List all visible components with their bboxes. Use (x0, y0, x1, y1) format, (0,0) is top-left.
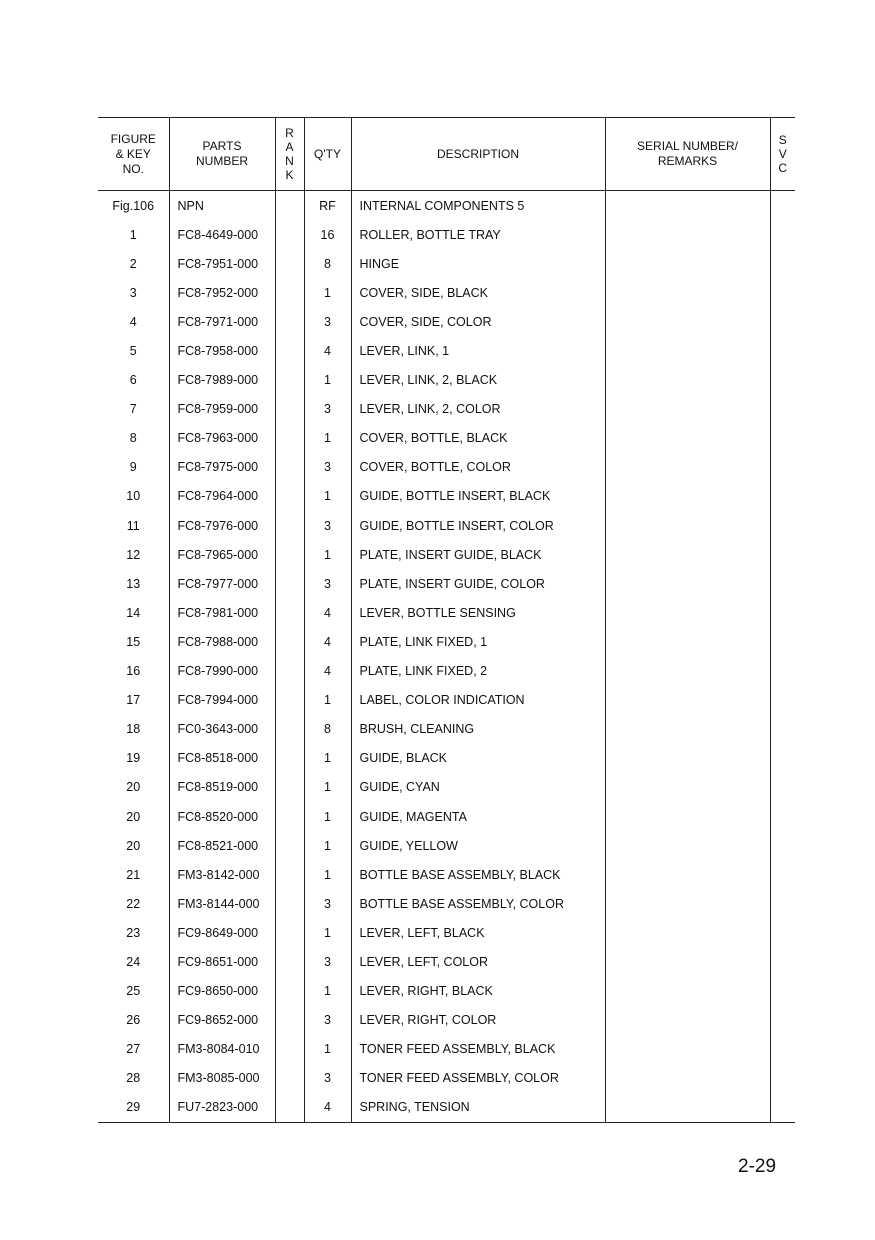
part-number-cell: FC8-8518-000 (169, 744, 275, 773)
description-cell: PLATE, INSERT GUIDE, BLACK (351, 540, 605, 569)
part-number-cell: FC8-7963-000 (169, 424, 275, 453)
table-row (98, 773, 795, 802)
table-row (98, 889, 795, 918)
part-number-cell: FM3-8084-010 (169, 1035, 275, 1064)
remarks-cell (605, 947, 770, 976)
rank-cell (275, 686, 304, 715)
remarks-cell (605, 249, 770, 278)
rank-cell (275, 598, 304, 627)
description-cell: INTERNAL COMPONENTS 5 (351, 191, 605, 221)
description-cell: GUIDE, BOTTLE INSERT, BLACK (351, 482, 605, 511)
description-cell: GUIDE, CYAN (351, 773, 605, 802)
remarks-cell (605, 977, 770, 1006)
figure-key-cell: Fig.106 (112, 198, 155, 213)
figure-key-cell: 6 (129, 373, 137, 388)
description-cell: BOTTLE BASE ASSEMBLY, COLOR (351, 889, 605, 918)
table-row (98, 1093, 795, 1123)
part-number-cell: FC8-7981-000 (169, 598, 275, 627)
description-cell: COVER, SIDE, BLACK (351, 278, 605, 307)
quantity-cell: 4 (304, 627, 351, 656)
svc-cell (770, 1035, 795, 1064)
remarks-cell (605, 395, 770, 424)
figure-key-cell: 4 (129, 314, 137, 329)
header-parts-line: PARTS (202, 139, 242, 153)
part-number-cell: NPN (169, 191, 275, 221)
remarks-cell (605, 278, 770, 307)
svc-cell (770, 249, 795, 278)
rank-cell (275, 482, 304, 511)
remarks-cell (605, 1035, 770, 1064)
description-cell: TONER FEED ASSEMBLY, BLACK (351, 1035, 605, 1064)
quantity-cell: 8 (304, 715, 351, 744)
quantity-cell: 1 (304, 773, 351, 802)
rank-cell (275, 1093, 304, 1123)
table-header (98, 118, 795, 191)
part-number-cell: FC8-7971-000 (169, 307, 275, 336)
rank-cell (275, 977, 304, 1006)
figure-key-cell: 10 (126, 489, 141, 504)
part-number-cell: FM3-8085-000 (169, 1064, 275, 1093)
figure-key-cell: 17 (126, 693, 141, 708)
remarks-cell (605, 715, 770, 744)
quantity-cell: 1 (304, 977, 351, 1006)
quantity-cell: 4 (304, 1093, 351, 1123)
svc-cell (770, 773, 795, 802)
figure-key-cell: 16 (126, 664, 141, 679)
quantity-cell: 1 (304, 540, 351, 569)
description-cell: PLATE, LINK FIXED, 2 (351, 657, 605, 686)
remarks-cell (605, 366, 770, 395)
rank-cell (275, 860, 304, 889)
part-number-cell: FC9-8649-000 (169, 918, 275, 947)
part-number-cell: FM3-8142-000 (169, 860, 275, 889)
description-cell: LEVER, LINK, 2, BLACK (351, 366, 605, 395)
description-cell: COVER, BOTTLE, COLOR (351, 453, 605, 482)
figure-key-cell: 3 (129, 285, 137, 300)
quantity-cell: 1 (304, 831, 351, 860)
table-row (98, 686, 795, 715)
table-row (98, 249, 795, 278)
figure-key-cell: 20 (126, 838, 141, 853)
remarks-cell (605, 220, 770, 249)
quantity-cell: 1 (304, 860, 351, 889)
rank-cell (275, 918, 304, 947)
figure-key-cell: 26 (126, 1013, 141, 1028)
rank-cell (275, 889, 304, 918)
remarks-cell (605, 598, 770, 627)
figure-key-cell: 5 (129, 344, 137, 359)
table-row (98, 482, 795, 511)
figure-key-cell: 23 (126, 925, 141, 940)
svc-cell (770, 918, 795, 947)
figure-key-cell: 14 (126, 605, 141, 620)
header-figure-line: NO. (122, 161, 144, 176)
rank-cell (275, 627, 304, 656)
header-svc-letter: C (778, 161, 788, 175)
table-row (98, 511, 795, 540)
svc-cell (770, 657, 795, 686)
quantity-cell: 4 (304, 336, 351, 365)
rank-cell (275, 191, 304, 221)
remarks-cell (605, 307, 770, 336)
description-cell: LEVER, LEFT, COLOR (351, 947, 605, 976)
rank-cell (275, 715, 304, 744)
remarks-cell (605, 540, 770, 569)
rank-cell (275, 1064, 304, 1093)
remarks-cell (605, 686, 770, 715)
svc-cell (770, 453, 795, 482)
quantity-cell: RF (304, 191, 351, 221)
header-serial-remarks (605, 118, 770, 191)
part-number-cell: FC8-7964-000 (169, 482, 275, 511)
quantity-cell: 3 (304, 889, 351, 918)
rank-cell (275, 278, 304, 307)
svc-cell (770, 336, 795, 365)
part-number-cell: FC8-8521-000 (169, 831, 275, 860)
quantity-cell: 16 (304, 220, 351, 249)
figure-key-cell: 7 (129, 402, 137, 417)
svc-cell (770, 569, 795, 598)
quantity-cell: 3 (304, 395, 351, 424)
figure-key-cell: 27 (126, 1042, 141, 1057)
description-cell: BOTTLE BASE ASSEMBLY, BLACK (351, 860, 605, 889)
description-cell: PLATE, INSERT GUIDE, COLOR (351, 569, 605, 598)
table-row (98, 220, 795, 249)
description-cell: GUIDE, MAGENTA (351, 802, 605, 831)
quantity-cell: 1 (304, 686, 351, 715)
part-number-cell: FC0-3643-000 (169, 715, 275, 744)
table-row (98, 366, 795, 395)
quantity-cell: 4 (304, 598, 351, 627)
quantity-cell: 8 (304, 249, 351, 278)
remarks-cell (605, 744, 770, 773)
quantity-cell: 3 (304, 1064, 351, 1093)
remarks-cell (605, 802, 770, 831)
svc-cell (770, 947, 795, 976)
svc-cell (770, 307, 795, 336)
rank-cell (275, 336, 304, 365)
table-row (98, 395, 795, 424)
svc-cell (770, 395, 795, 424)
page-number: 2-29 (738, 1156, 777, 1177)
rank-cell (275, 540, 304, 569)
figure-key-cell: 22 (126, 896, 141, 911)
svc-cell (770, 278, 795, 307)
remarks-cell (605, 1093, 770, 1123)
svc-cell (770, 831, 795, 860)
figure-key-cell: 2 (129, 256, 137, 271)
figure-key-cell: 11 (126, 518, 140, 533)
quantity-cell: 1 (304, 366, 351, 395)
svc-cell (770, 540, 795, 569)
description-cell: PLATE, LINK FIXED, 1 (351, 627, 605, 656)
header-figure-line: & KEY (115, 146, 151, 161)
part-number-cell: FC8-7976-000 (169, 511, 275, 540)
table-row (98, 598, 795, 627)
description-cell: LEVER, BOTTLE SENSING (351, 598, 605, 627)
part-number-cell: FC9-8651-000 (169, 947, 275, 976)
rank-cell (275, 220, 304, 249)
description-cell: HINGE (351, 249, 605, 278)
part-number-cell: FC8-7952-000 (169, 278, 275, 307)
remarks-cell (605, 191, 770, 221)
description-cell: LEVER, RIGHT, COLOR (351, 1006, 605, 1035)
figure-key-cell: 20 (126, 780, 141, 795)
header-rank (275, 118, 304, 191)
figure-key-cell: 1 (129, 227, 137, 242)
figure-key-cell: 9 (129, 460, 137, 475)
table-row (98, 1006, 795, 1035)
part-number-cell: FC8-7965-000 (169, 540, 275, 569)
part-number-cell: FC8-7989-000 (169, 366, 275, 395)
svc-cell (770, 511, 795, 540)
rank-cell (275, 1035, 304, 1064)
quantity-cell: 1 (304, 918, 351, 947)
remarks-cell (605, 482, 770, 511)
header-figure-line: FIGURE (110, 131, 156, 146)
svc-cell (770, 686, 795, 715)
remarks-cell (605, 424, 770, 453)
rank-cell (275, 395, 304, 424)
svc-cell (770, 482, 795, 511)
part-number-cell: FC8-7994-000 (169, 686, 275, 715)
remarks-cell (605, 831, 770, 860)
svc-cell (770, 424, 795, 453)
part-number-cell: FC8-7977-000 (169, 569, 275, 598)
part-number-cell: FC8-7988-000 (169, 627, 275, 656)
description-cell: GUIDE, BOTTLE INSERT, COLOR (351, 511, 605, 540)
table-row (98, 977, 795, 1006)
rank-cell (275, 366, 304, 395)
svc-cell (770, 744, 795, 773)
quantity-cell: 3 (304, 569, 351, 598)
figure-key-cell: 24 (126, 954, 141, 969)
quantity-cell: 4 (304, 657, 351, 686)
rank-cell (275, 453, 304, 482)
figure-key-cell: 21 (126, 867, 141, 882)
table-row (98, 1035, 795, 1064)
rank-cell (275, 657, 304, 686)
table-row (98, 336, 795, 365)
figure-key-cell: 20 (126, 809, 141, 824)
part-number-cell: FC9-8650-000 (169, 977, 275, 1006)
rank-cell (275, 1006, 304, 1035)
svc-cell (770, 627, 795, 656)
remarks-cell (605, 657, 770, 686)
table-row (98, 860, 795, 889)
rank-cell (275, 511, 304, 540)
table-row (98, 831, 795, 860)
table-row (98, 947, 795, 976)
quantity-cell: 3 (304, 307, 351, 336)
svc-cell (770, 889, 795, 918)
rank-cell (275, 947, 304, 976)
svc-cell (770, 1093, 795, 1123)
table-body (98, 191, 795, 1123)
header-serial-line: SERIAL NUMBER/ (637, 139, 738, 153)
svc-cell (770, 715, 795, 744)
quantity-cell: 1 (304, 1035, 351, 1064)
parts-list-table (98, 117, 795, 1123)
rank-cell (275, 249, 304, 278)
description-cell: TONER FEED ASSEMBLY, COLOR (351, 1064, 605, 1093)
table-row (98, 627, 795, 656)
description-cell: GUIDE, YELLOW (351, 831, 605, 860)
figure-key-cell: 8 (129, 431, 137, 446)
part-number-cell: FM3-8144-000 (169, 889, 275, 918)
figure-key-cell: 25 (126, 984, 141, 999)
svc-cell (770, 860, 795, 889)
rank-cell (275, 424, 304, 453)
header-svc-letter: S (778, 133, 787, 147)
svc-cell (770, 802, 795, 831)
svc-cell (770, 1006, 795, 1035)
description-cell: LEVER, LEFT, BLACK (351, 918, 605, 947)
table-row (98, 802, 795, 831)
header-serial-line: REMARKS (657, 154, 718, 168)
remarks-cell (605, 773, 770, 802)
quantity-cell: 1 (304, 278, 351, 307)
svc-cell (770, 598, 795, 627)
description-cell: LEVER, RIGHT, BLACK (351, 977, 605, 1006)
header-rank-letter: K (285, 168, 294, 182)
quantity-cell: 3 (304, 947, 351, 976)
header-svc-letter: V (778, 147, 787, 161)
header-description: DESCRIPTION (351, 118, 605, 191)
part-number-cell: FC8-8520-000 (169, 802, 275, 831)
rank-cell (275, 744, 304, 773)
rank-cell (275, 569, 304, 598)
quantity-cell: 1 (304, 744, 351, 773)
rank-cell (275, 773, 304, 802)
description-cell: COVER, BOTTLE, BLACK (351, 424, 605, 453)
figure-key-cell: 18 (126, 722, 141, 737)
part-number-cell: FU7-2823-000 (169, 1093, 275, 1123)
svc-cell (770, 191, 795, 221)
part-number-cell: FC8-7990-000 (169, 657, 275, 686)
figure-key-cell: 19 (126, 751, 141, 766)
rank-cell (275, 307, 304, 336)
table-row (98, 307, 795, 336)
remarks-cell (605, 860, 770, 889)
description-cell: SPRING, TENSION (351, 1093, 605, 1123)
remarks-cell (605, 453, 770, 482)
part-number-cell: FC9-8652-000 (169, 1006, 275, 1035)
description-cell: COVER, SIDE, COLOR (351, 307, 605, 336)
description-cell: ROLLER, BOTTLE TRAY (351, 220, 605, 249)
quantity-cell: 3 (304, 511, 351, 540)
description-cell: LABEL, COLOR INDICATION (351, 686, 605, 715)
remarks-cell (605, 511, 770, 540)
description-cell: LEVER, LINK, 1 (351, 336, 605, 365)
description-cell: BRUSH, CLEANING (351, 715, 605, 744)
figure-key-cell: 13 (126, 576, 141, 591)
header-parts-number (169, 118, 275, 191)
part-number-cell: FC8-7951-000 (169, 249, 275, 278)
remarks-cell (605, 918, 770, 947)
figure-key-cell: 12 (126, 547, 141, 562)
table-row (98, 744, 795, 773)
table-row (98, 424, 795, 453)
header-rank-letter: R (285, 126, 294, 140)
part-number-cell: FC8-8519-000 (169, 773, 275, 802)
figure-key-cell: 28 (126, 1071, 141, 1086)
table-row (98, 569, 795, 598)
remarks-cell (605, 889, 770, 918)
svc-cell (770, 977, 795, 1006)
svc-cell (770, 220, 795, 249)
quantity-cell: 1 (304, 802, 351, 831)
rank-cell (275, 831, 304, 860)
part-number-cell: FC8-7959-000 (169, 395, 275, 424)
remarks-cell (605, 1064, 770, 1093)
svc-cell (770, 366, 795, 395)
header-parts-line: NUMBER (195, 154, 248, 168)
table-row (98, 1064, 795, 1093)
part-number-cell: FC8-7975-000 (169, 453, 275, 482)
quantity-cell: 3 (304, 1006, 351, 1035)
figure-key-cell: 29 (98, 1093, 169, 1123)
description-cell: GUIDE, BLACK (351, 744, 605, 773)
rank-cell (275, 802, 304, 831)
table-row (98, 453, 795, 482)
part-number-cell: FC8-4649-000 (169, 220, 275, 249)
quantity-cell: 3 (304, 453, 351, 482)
table-row (98, 918, 795, 947)
figure-key-cell: 15 (126, 634, 141, 649)
remarks-cell (605, 569, 770, 598)
table-row (98, 191, 795, 221)
remarks-cell (605, 1006, 770, 1035)
header-rank-letter: A (285, 140, 294, 154)
table-row (98, 278, 795, 307)
table-row (98, 715, 795, 744)
header-rank-letter: N (285, 154, 294, 168)
svc-cell (770, 1064, 795, 1093)
remarks-cell (605, 336, 770, 365)
table-row (98, 540, 795, 569)
header-figure-key-no (98, 118, 169, 191)
header-svc (770, 118, 795, 191)
quantity-cell: 1 (304, 424, 351, 453)
description-cell: LEVER, LINK, 2, COLOR (351, 395, 605, 424)
header-qty: Q'TY (304, 118, 351, 191)
part-number-cell: FC8-7958-000 (169, 336, 275, 365)
remarks-cell (605, 627, 770, 656)
table-row (98, 657, 795, 686)
quantity-cell: 1 (304, 482, 351, 511)
